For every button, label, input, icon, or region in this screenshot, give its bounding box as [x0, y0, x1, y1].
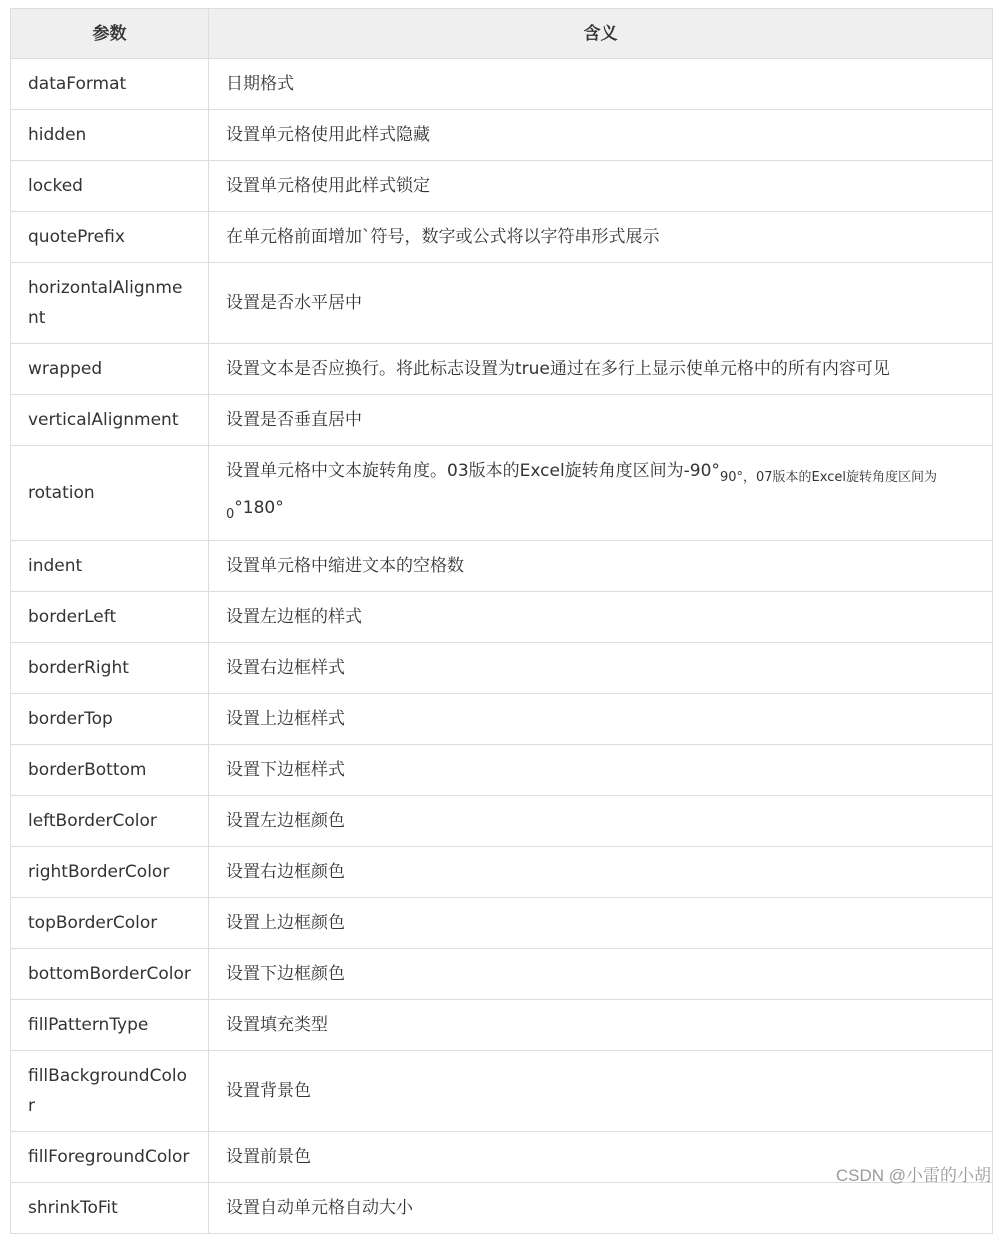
param-cell: verticalAlignment [11, 395, 209, 446]
table-row [11, 344, 993, 395]
param-cell: leftBorderColor [11, 796, 209, 847]
meaning-cell: 设置上边框颜色 [209, 898, 993, 949]
param-cell: rotation [11, 446, 209, 541]
param-cell: indent [11, 541, 209, 592]
meaning-cell: 设置是否水平居中 [209, 263, 993, 344]
param-cell: fillForegroundColor [11, 1132, 209, 1183]
rotation-text-end: °180° [234, 498, 284, 518]
param-cell: topBorderColor [11, 898, 209, 949]
meaning-cell: 设置单元格使用此样式隐藏 [209, 110, 993, 161]
meaning-cell: 设置左边框颜色 [209, 796, 993, 847]
param-cell: wrapped [11, 344, 209, 395]
param-cell: quotePrefix [11, 212, 209, 263]
param-cell: dataFormat [11, 59, 209, 110]
param-cell: borderLeft [11, 592, 209, 643]
table-row [11, 592, 993, 643]
rotation-text-small: 90°，07版本的Excel旋转角度区间为 [719, 470, 937, 485]
rotation-text-main: 设置单元格中文本旋转角度。03版本的Excel旋转角度区间为-90° [226, 461, 720, 481]
table-row [11, 1051, 993, 1132]
meaning-cell: 设置填充类型 [209, 1000, 993, 1051]
table-row [11, 643, 993, 694]
meaning-cell: 设置文本是否应换行。将此标志设置为true通过在多行上显示使单元格中的所有内容可见 [209, 344, 993, 395]
meaning-cell [209, 446, 993, 541]
table-header-row [11, 9, 993, 59]
param-cell: borderTop [11, 694, 209, 745]
meaning-cell: 设置前景色 [209, 1132, 993, 1183]
params-table-container [10, 8, 992, 1234]
meaning-cell: 设置下边框颜色 [209, 949, 993, 1000]
param-cell: fillPatternType [11, 1000, 209, 1051]
table-row [11, 59, 993, 110]
table-row [11, 694, 993, 745]
param-cell: shrinkToFit [11, 1183, 209, 1234]
param-cell: bottomBorderColor [11, 949, 209, 1000]
param-cell: borderRight [11, 643, 209, 694]
table-row [11, 541, 993, 592]
param-cell: fillBackgroundColor [11, 1051, 209, 1132]
meaning-cell: 设置左边框的样式 [209, 592, 993, 643]
meaning-cell: 设置背景色 [209, 1051, 993, 1132]
table-row [11, 395, 993, 446]
meaning-cell: 日期格式 [209, 59, 993, 110]
meaning-cell: 设置单元格使用此样式锁定 [209, 161, 993, 212]
meaning-cell: 设置右边框颜色 [209, 847, 993, 898]
table-row [11, 161, 993, 212]
table-row [11, 745, 993, 796]
param-cell: borderBottom [11, 745, 209, 796]
table-row [11, 847, 993, 898]
meaning-cell: 在单元格前面增加`符号，数字或公式将以字符串形式展示 [209, 212, 993, 263]
table-row [11, 263, 993, 344]
table-row [11, 1183, 993, 1234]
param-cell: hidden [11, 110, 209, 161]
table-row [11, 212, 993, 263]
param-cell: rightBorderColor [11, 847, 209, 898]
table-row [11, 1000, 993, 1051]
table-row [11, 949, 993, 1000]
rotation-text-zero: 0 [226, 507, 235, 522]
header-param: 参数 [11, 9, 209, 59]
meaning-cell: 设置上边框样式 [209, 694, 993, 745]
meaning-cell: 设置自动单元格自动大小 [209, 1183, 993, 1234]
param-cell: locked [11, 161, 209, 212]
table-row [11, 110, 993, 161]
table-row [11, 796, 993, 847]
table-row [11, 898, 993, 949]
meaning-cell: 设置是否垂直居中 [209, 395, 993, 446]
meaning-cell: 设置右边框样式 [209, 643, 993, 694]
meaning-cell: 设置单元格中缩进文本的空格数 [209, 541, 993, 592]
csdn-watermark: CSDN @小雷的小胡 [835, 1166, 991, 1185]
meaning-cell: 设置下边框样式 [209, 745, 993, 796]
param-cell: horizontalAlignment [11, 263, 209, 344]
table-row [11, 446, 993, 541]
header-meaning: 含义 [209, 9, 993, 59]
params-table [10, 8, 993, 1234]
